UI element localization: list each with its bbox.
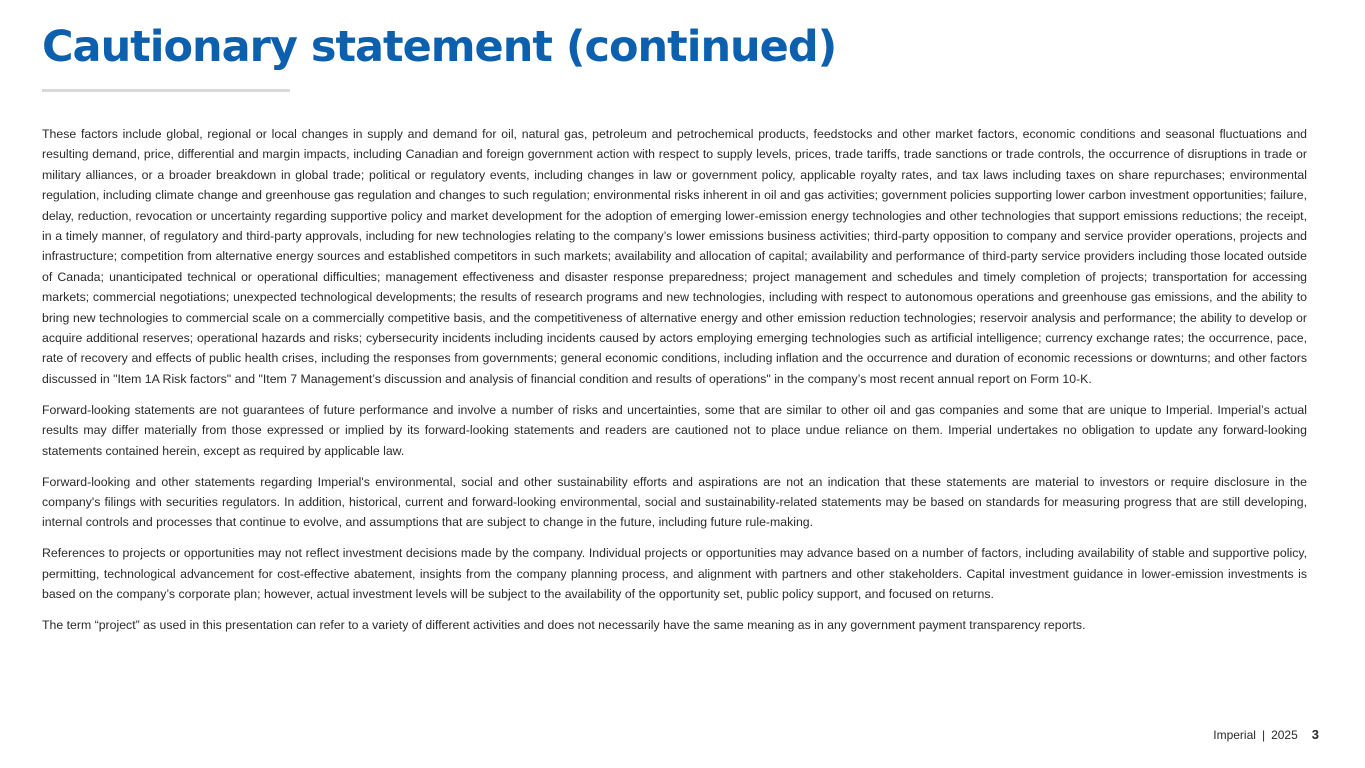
footer-year: 2025	[1271, 728, 1298, 742]
paragraph-sustainability: Forward-looking and other statements regarding Imperial's environmental, social and other sustainability efforts and aspirations are not an indication that these statements are material to investors or require disclosure in the company's filings with securities regulators. In addition, historical, current and forward-looking environmental, social and sustainability-related statements may be based on standards for measuring progress that are still developing, internal controls and processes that continue to evolve, and assumptions that are subject to change in the future, including future rule-making.	[42, 474, 1307, 530]
page-title: Cautionary statement (continued)	[42, 22, 837, 72]
paragraph-no-guarantee: Forward-looking statements are not guarantees of future performance and involve a number of risks and uncertainties, some that are similar to other oil and gas companies and some that are unique to Imperial. Imperial’s actual results may differ materially from those expressed or implied by its forward-looking statements and readers are cautioned not to place undue reliance on them. Imperial undertakes no obligation to update any forward-looking statements contained herein, except as required by applicable law.	[42, 402, 1307, 458]
paragraph-project-term: The term “project” as used in this presentation can refer to a variety of different activities and does not necessarily have the same meaning as in any government payment transparency reports.	[42, 617, 1086, 632]
footer	[1213, 727, 1319, 742]
page-number: 3	[1311, 727, 1319, 742]
paragraph-projects: References to projects or opportunities may not reflect investment decisions made by the company. Individual projects or opportunities may advance based on a number of factors, including availability of stable and supportive policy, permitting, technological advancement for cost-effective abatement, insights from the company planning process, and alignment with partners and other stakeholders. Capital investment guidance in lower-emission investments is based on the company’s corporate plan; however, actual investment levels will be subject to the availability of the opportunity set, public policy support, and focused on returns.	[42, 546, 1307, 602]
title-underline	[42, 89, 290, 92]
statement-body	[42, 124, 1307, 646]
footer-company: Imperial	[1213, 728, 1256, 742]
paragraph-risk-factors: These factors include global, regional or local changes in supply and demand for oil, natural gas, petroleum and petrochemical products, feedstocks and other market factors, economic conditions and seasonal fluctuations and resulting demand, price, differential and margin impacts, including Canadian and foreign government action with respect to supply levels, prices, trade tariffs, trade sanctions or trade controls, the occurrence of disruptions in trade or military alliances, or a broader breakdown in global trade; political or regulatory events, including changes in law or government policy, applicable royalty rates, and tax laws including taxes on share repurchases; environmental regulation, including climate change and greenhouse gas regulation and changes to such regulation; environmental risks inherent in oil and gas activities; government policies supporting lower carbon investment opportunities; failure, delay, reduction, revocation or uncertainty regarding supportive policy and market development for the adoption of emerging lower-emission energy technologies and other technologies that support emissions reductions; the receipt, in a timely manner, of regulatory and third-party approvals, including for new technologies relating to the company’s lower emissions business activities; third-party opposition to company and service provider operations, projects and infrastructure; competition from alternative energy sources and established competitors in such markets; availability and allocation of capital; availability and performance of third-party service providers including those located outside of Canada; unanticipated technical or operational difficulties; management effectiveness and disaster response preparedness; project management and schedules and timely completion of projects; transportation for accessing markets; commercial negotiations; unexpected technological developments; the results of research programs and new technologies, including with respect to autonomous operations and greenhouse gas emissions, and the ability to bring new technologies to commercial scale on a commercially competitive basis, and the competitiveness of alternative energy and other emission reduction technologies; reservoir analysis and performance; the ability to develop or acquire additional reserves; operational hazards and risks; cybersecurity incidents including incidents caused by actors employing emerging technologies such as artificial intelligence; currency exchange rates; the occurrence, pace, rate of recovery and effects of public health crises, including the responses from governments; general economic conditions, including inflation and the occurrence and duration of economic recessions or downturns; and other factors discussed in "Item 1A Risk factors" and "Item 7 Management’s discussion and analysis of financial condition and results of operations" in the company’s most recent annual report on Form 10-K.	[42, 127, 1307, 386]
footer-separator: |	[1261, 728, 1266, 742]
